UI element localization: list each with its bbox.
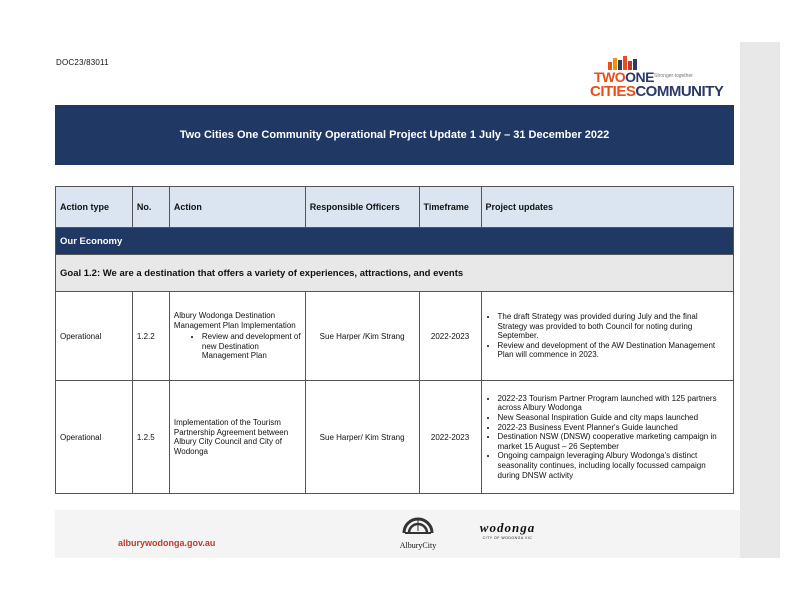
albury-city-logo [393, 513, 443, 553]
operational-update-table [55, 186, 734, 494]
logo-tagline: Stronger together [654, 73, 693, 79]
table-header-row [56, 187, 734, 228]
header-responsible-officers: Responsible Officers [305, 187, 419, 228]
cell-timeframe: 2022-2023 [419, 292, 481, 381]
table-row [56, 381, 734, 494]
cell-action-type: Operational [56, 292, 133, 381]
logo-line-two: CITIESCOMMUNITY [590, 83, 724, 100]
update-item: • 2022-23 Tourism Partner Program launched with 125 partners across Albury Wodonga [498, 394, 729, 413]
cell-action: Implementation of the Tourism Partnership Agreement between Albury City Council and City of Wodonga [169, 381, 305, 494]
header-project-updates: Project updates [481, 187, 733, 228]
header-timeframe: Timeframe [419, 187, 481, 228]
update-item: • New Seasonal Inspiration Guide and city maps launched [498, 413, 729, 423]
cell-action [169, 292, 305, 381]
cell-project-updates [481, 292, 733, 381]
cell-responsible-officers: Sue Harper /Kim Strang [305, 292, 419, 381]
logo-bars-icon [608, 56, 637, 70]
section-title: Our Economy [56, 228, 734, 255]
update-item: • 2022-23 Business Event Planner's Guide launched [498, 423, 729, 433]
goal-title: Goal 1.2: We are a destination that offers a variety of experiences, attractions, and events [56, 255, 734, 292]
updates-list [486, 394, 729, 480]
update-item: • Destination NSW (DNSW) cooperative marketing campaign in market 15 August – 26 September [498, 432, 729, 451]
cell-project-updates [481, 381, 733, 494]
cell-action-type: Operational [56, 381, 133, 494]
albury-city-caption: AlburyCity [399, 541, 437, 550]
cell-no: 1.2.5 [132, 381, 169, 494]
cell-timeframe: 2022-2023 [419, 381, 481, 494]
wodonga-logo [470, 520, 545, 548]
report-title-banner: Two Cities One Community Operational Project Update 1 July – 31 December 2022 [55, 105, 734, 165]
logo-line-one: TWOONE [594, 69, 654, 85]
page-gutter [740, 42, 780, 558]
update-item: • Review and development of the AW Destination Management Plan will commence in 2023. [498, 341, 729, 360]
two-cities-one-community-logo [590, 56, 724, 100]
section-row [56, 228, 734, 255]
action-text: Albury Wodonga Destination Management Plan Implementation [173, 311, 296, 330]
updates-list [486, 312, 729, 360]
cell-no: 1.2.2 [132, 292, 169, 381]
update-item: • Ongoing campaign leveraging Albury Wodonga's distinct seasonality continues, including locally focussed campaign during DNSW activity [498, 451, 729, 480]
footer-website-link[interactable]: alburywodonga.gov.au [118, 538, 216, 548]
header-action-type: Action type [56, 187, 133, 228]
cell-responsible-officers: Sue Harper/ Kim Strang [305, 381, 419, 494]
action-bullet-item: • Review and development of new Destination Management Plan [202, 332, 301, 361]
albury-city-crest-icon [401, 513, 435, 535]
header-action: Action [169, 187, 305, 228]
document-reference: DOC23/83011 [56, 58, 109, 67]
goal-row [56, 255, 734, 292]
action-bullets [174, 332, 301, 361]
wodonga-subtitle: CITY OF WODONGA VIC [482, 536, 533, 540]
update-item: • The draft Strategy was provided during July and the final Strategy was provided to both Council for noting during September. [498, 312, 729, 341]
table-row [56, 292, 734, 381]
header-no: No. [132, 187, 169, 228]
wodonga-logotype: wodonga [479, 520, 536, 535]
